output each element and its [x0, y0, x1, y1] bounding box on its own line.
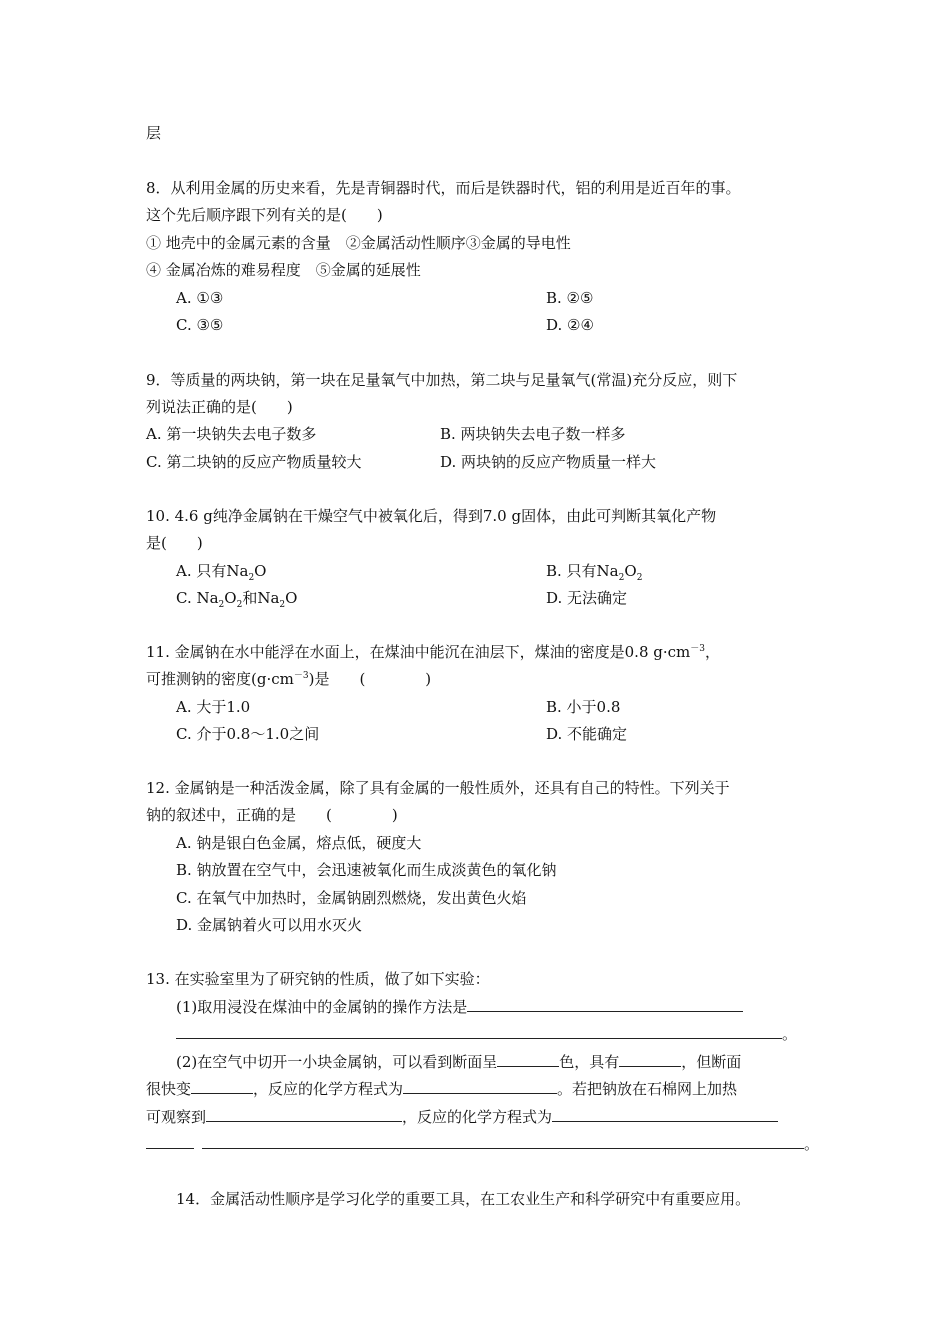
period: 。: [782, 1025, 798, 1043]
q10-option-c-text-mid2: 和Na: [242, 589, 280, 607]
q13-luster-blank[interactable]: [619, 1052, 681, 1067]
q8-item-line1: ① 地壳中的金属元素的含量 ②金属活动性顺序③金属的导电性: [146, 234, 571, 252]
q14-stem: 14．金属活动性顺序是学习化学的重要工具，在工农业生产和科学研究中有重要应用。: [176, 1190, 751, 1208]
q10-option-a[interactable]: [176, 561, 266, 581]
q11-stem2-text: 可推测钠的密度(g·cm: [146, 670, 294, 688]
q11-option-b[interactable]: B. 小于0.8: [546, 698, 621, 716]
q10-option-a-text: A. 只有Na: [176, 562, 249, 580]
q13-part2-line4: [146, 1134, 819, 1154]
q12-option-a[interactable]: A. 钠是银白色金属，熔点低，硬度大: [176, 834, 422, 852]
q10-option-b-text-mid: O: [624, 562, 637, 580]
q13-part2-line1: [176, 1052, 741, 1072]
q13-part4-text-b: ，反应的化学方程式为: [402, 1108, 553, 1126]
q13-part2-text-c: ，但断面: [681, 1053, 742, 1071]
q10-option-c-text: C. Na: [176, 589, 219, 607]
q12-stem-line2: 钠的叙述中，正确的是 ( ): [146, 806, 398, 824]
q13-observation-blank[interactable]: [206, 1107, 402, 1122]
q13-equation-blank-2-continued-b[interactable]: [202, 1134, 804, 1149]
superscript: －3: [293, 671, 309, 681]
q13-part3-text-c: 。若把钠放在石棉网上加热: [557, 1080, 738, 1098]
period: 。: [804, 1135, 820, 1153]
q13-answer-blank-1[interactable]: [467, 997, 743, 1012]
q10-stem-line1: 10. 4.6 g纯净金属钠在干燥空气中被氧化后，得到7.0 g固体，由此可判断其氧化产物: [146, 507, 717, 525]
q11-stem2-text-end: )是 ( ): [308, 670, 432, 688]
q13-change-blank[interactable]: [191, 1079, 253, 1094]
q8-item-line2: ④ 金属冶炼的难易程度 ⑤金属的延展性: [146, 261, 421, 279]
q13-part1-line2: [176, 1024, 797, 1044]
subscript: 2: [236, 600, 243, 610]
q12-option-c[interactable]: C. 在氧气中加热时，金属钠剧烈燃烧，发出黄色火焰: [176, 889, 527, 907]
q13-equation-blank-2-continued-a[interactable]: [146, 1134, 194, 1149]
q13-part2-line3: [146, 1107, 778, 1127]
q8-option-a[interactable]: A. ①③: [176, 289, 224, 307]
q13-stem: 13. 在实验室里为了研究钠的性质，做了如下实验：: [146, 970, 490, 988]
q13-part2-text-a: (2)在空气中切开一小块金属钠，可以看到断面呈: [176, 1053, 498, 1071]
q10-option-b[interactable]: [546, 561, 642, 581]
q10-option-c-text-end: O: [285, 589, 298, 607]
q9-option-b[interactable]: B. 两块钠失去电子数一样多: [440, 425, 626, 443]
subscript: 2: [279, 600, 286, 610]
q11-option-a[interactable]: A. 大于1.0: [176, 698, 251, 716]
q10-option-c-text-mid: O: [224, 589, 237, 607]
q10-stem-line2: 是( ): [146, 534, 203, 552]
q13-part1-text: (1)取用浸没在煤油中的金属钠的操作方法是: [176, 998, 468, 1016]
q13-equation-blank-1[interactable]: [403, 1079, 557, 1094]
q9-option-c[interactable]: C. 第二块钠的反应产物质量较大: [146, 453, 362, 471]
q13-answer-blank-1-continued[interactable]: [176, 1024, 782, 1039]
q11-option-c[interactable]: C. 介于0.8～1.0之间: [176, 725, 320, 743]
q9-stem-line1: 9．等质量的两块钠，第一块在足量氧气中加热，第二块与足量氧气(常温)充分反应，则下: [146, 371, 738, 389]
superscript: －3: [690, 644, 705, 654]
previous-question-tail: 层: [146, 124, 162, 142]
q8-stem-line1: 8．从利用金属的历史来看，先是青铜器时代，而后是铁器时代，铝的利用是近百年的事。: [146, 179, 741, 197]
q13-equation-blank-2[interactable]: [552, 1107, 778, 1122]
subscript: 2: [218, 600, 225, 610]
q8-stem-line2: 这个先后顺序跟下列有关的是( ): [146, 206, 383, 224]
q13-color-blank[interactable]: [497, 1052, 559, 1067]
q13-part2-text-b: 色，具有: [559, 1053, 620, 1071]
q9-option-d[interactable]: D. 两块钠的反应产物质量一样大: [440, 453, 657, 471]
q10-option-a-text-end: O: [254, 562, 267, 580]
q10-option-c[interactable]: [176, 588, 297, 608]
q10-option-d[interactable]: D. 无法确定: [546, 589, 628, 607]
subscript: 2: [636, 573, 643, 583]
q11-stem-text-end: ，: [704, 643, 720, 661]
q11-stem-text: 11. 金属钠在水中能浮在水面上，在煤油中能沉在油层下，煤油的密度是0.8 g·cm: [146, 643, 691, 661]
q12-option-d[interactable]: D. 金属钠着火可以用水灭火: [176, 916, 363, 934]
q9-stem-line2: 列说法正确的是( ): [146, 398, 293, 416]
q13-part3-text-a: 很快变: [146, 1080, 192, 1098]
subscript: 2: [618, 573, 625, 583]
q8-option-c[interactable]: C. ③⑤: [176, 316, 224, 334]
q8-option-d[interactable]: D. ②④: [546, 316, 594, 334]
q13-part1-line1: [176, 997, 743, 1017]
q10-option-b-text: B. 只有Na: [546, 562, 619, 580]
q8-option-b[interactable]: B. ②⑤: [546, 289, 594, 307]
q12-option-b[interactable]: B. 钠放置在空气中，会迅速被氧化而生成淡黄色的氧化钠: [176, 861, 557, 879]
q12-stem-line1: 12. 金属钠是一种活泼金属，除了具有金属的一般性质外，还具有自己的特性。下列关于: [146, 779, 730, 797]
q11-option-d[interactable]: D. 不能确定: [546, 725, 628, 743]
q9-option-a[interactable]: A. 第一块钠失去电子数多: [146, 425, 317, 443]
q13-part3-text-b: ，反应的化学方程式为: [253, 1080, 404, 1098]
q11-stem-line1: [146, 642, 720, 662]
q13-part2-line2: [146, 1079, 737, 1099]
subscript: 2: [248, 573, 255, 583]
q13-part4-text-a: 可观察到: [146, 1108, 207, 1126]
q11-stem-line2: [146, 669, 431, 689]
